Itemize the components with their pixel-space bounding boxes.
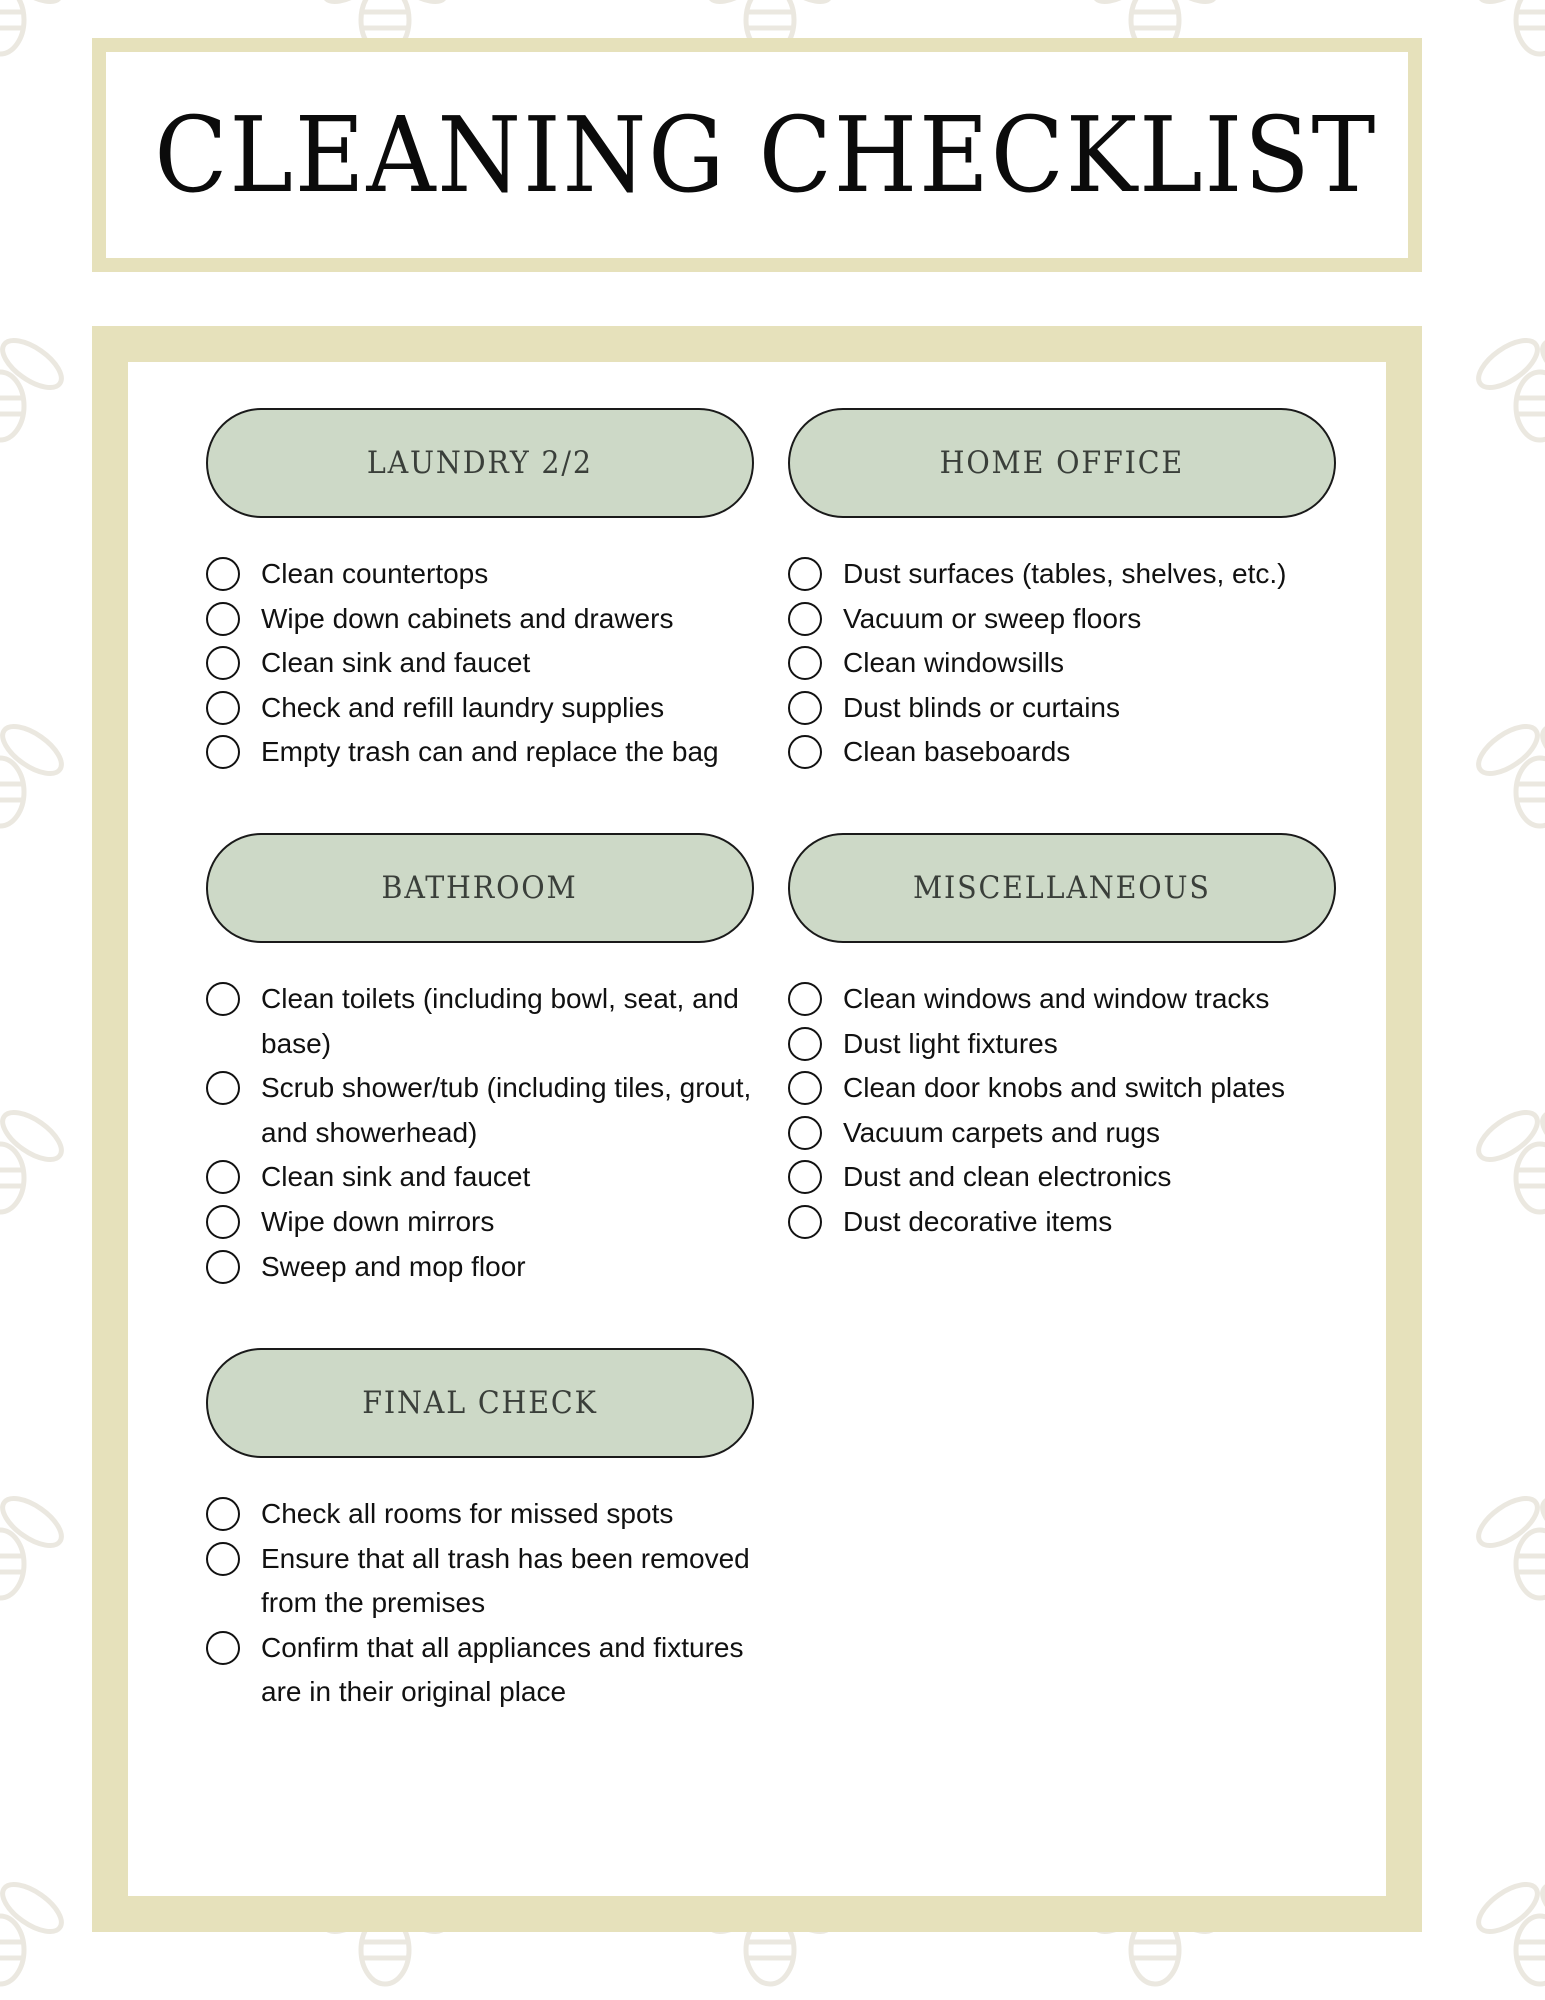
checkbox-circle[interactable] xyxy=(206,735,240,769)
checklist-item xyxy=(206,1200,766,1245)
checklist-item-label: Ensure that all trash has been removed from the premises xyxy=(261,1542,750,1619)
checklist-item xyxy=(788,1200,1348,1245)
checkbox-circle[interactable] xyxy=(206,1205,240,1239)
bee-icon xyxy=(0,0,69,54)
checklist xyxy=(788,552,1348,775)
checklist-item-label: Empty trash can and replace the bag xyxy=(261,736,719,768)
checkbox-circle[interactable] xyxy=(788,735,822,769)
checklist-item-label: Clean countertops xyxy=(261,558,489,589)
checklist-item xyxy=(788,977,1348,1022)
bee-icon xyxy=(1471,1875,1545,1984)
checklist-item-label: Clean toilets (including bowl, seat, and base) xyxy=(261,983,739,1059)
section-home-office xyxy=(788,408,1348,775)
section-heading-pill xyxy=(206,833,754,943)
checklist-item xyxy=(206,1245,766,1290)
checklist-item xyxy=(788,730,1348,775)
bee-icon xyxy=(0,717,69,826)
checklist-item-label: Clean sink and faucet xyxy=(261,647,531,679)
checkbox-circle[interactable] xyxy=(788,602,822,636)
checklist-item xyxy=(788,1155,1348,1200)
checklist-item-label: Dust light fixtures xyxy=(843,1027,1058,1059)
checklist xyxy=(206,1492,766,1715)
section-heading-pill xyxy=(206,408,754,518)
checklist-item xyxy=(788,597,1348,642)
checkbox-circle[interactable] xyxy=(788,982,822,1016)
section-heading-pill xyxy=(206,1348,754,1458)
checklist-item xyxy=(206,1066,766,1155)
checkbox-circle[interactable] xyxy=(206,646,240,680)
checkbox-circle[interactable] xyxy=(788,557,822,591)
bee-icon xyxy=(0,1103,69,1212)
checkbox-circle[interactable] xyxy=(788,1205,822,1239)
bee-icon xyxy=(1471,0,1545,54)
checklist-panel xyxy=(128,362,1386,1896)
checklist-item-label: Sweep and mop floor xyxy=(261,1250,526,1282)
checklist-item xyxy=(788,552,1348,597)
checklist-item-label: Clean sink and faucet xyxy=(261,1161,531,1193)
checkbox-circle[interactable] xyxy=(206,982,240,1016)
checklist-item xyxy=(788,1066,1348,1111)
checklist-item xyxy=(206,730,766,775)
checklist-item xyxy=(788,1111,1348,1156)
section-heading: FINAL CHECK xyxy=(362,1385,598,1421)
bee-icon xyxy=(0,331,69,440)
checkbox-circle[interactable] xyxy=(206,1160,240,1194)
checklist-item-label: Scrub shower/tub (including tiles, grout, and showerhead) xyxy=(261,1072,752,1148)
checklist-item xyxy=(788,686,1348,731)
section-bathroom xyxy=(206,833,766,1289)
bee-icon xyxy=(0,1489,69,1598)
section-heading: LAUNDRY 2/2 xyxy=(366,445,594,481)
checklist-item-label: Vacuum or sweep floors xyxy=(843,602,1142,634)
checkbox-circle[interactable] xyxy=(206,1542,240,1576)
checkbox-circle[interactable] xyxy=(788,1071,822,1105)
checklist-item-label: Clean windows and window tracks xyxy=(843,983,1270,1014)
title-banner-inner xyxy=(106,52,1408,258)
checkbox-circle[interactable] xyxy=(206,602,240,636)
checklist-item-label: Wipe down mirrors xyxy=(261,1205,495,1237)
checklist-item xyxy=(206,977,766,1066)
checklist-item xyxy=(788,641,1348,686)
section-miscellaneous xyxy=(788,833,1348,1245)
title-banner xyxy=(92,38,1422,272)
checklist-item-label: Wipe down cabinets and drawers xyxy=(261,602,674,634)
section-heading: BATHROOM xyxy=(381,870,579,906)
checkbox-circle[interactable] xyxy=(788,1160,822,1194)
checkbox-circle[interactable] xyxy=(206,1071,240,1105)
page-title: CLEANING CHECKLIST xyxy=(154,94,1378,216)
checkbox-circle[interactable] xyxy=(206,1497,240,1531)
checkbox-circle[interactable] xyxy=(206,557,240,591)
checklist xyxy=(206,552,766,775)
checkbox-circle[interactable] xyxy=(788,1027,822,1061)
checklist-item xyxy=(206,641,766,686)
section-final-check xyxy=(206,1348,766,1715)
section-laundry xyxy=(206,408,766,775)
bee-icon xyxy=(1471,1489,1545,1598)
checklist-item-label: Dust decorative items xyxy=(843,1205,1113,1237)
checklist-item-label: Confirm that all appliances and fixtures are in their original place xyxy=(261,1631,744,1708)
checklist-item-label: Dust and clean electronics xyxy=(843,1161,1172,1193)
checkbox-circle[interactable] xyxy=(788,691,822,725)
checklist-item-label: Clean baseboards xyxy=(843,736,1071,768)
section-heading-pill xyxy=(788,408,1336,518)
checklist-item xyxy=(206,1155,766,1200)
checklist-item xyxy=(788,1022,1348,1067)
section-heading-pill xyxy=(788,833,1336,943)
checklist-item-label: Dust blinds or curtains xyxy=(843,691,1121,723)
bee-icon xyxy=(1471,717,1545,826)
bee-icon xyxy=(1471,1103,1545,1212)
bee-icon xyxy=(0,1875,69,1984)
checklist-item xyxy=(206,1537,766,1626)
section-heading: MISCELLANEOUS xyxy=(913,870,1211,906)
section-heading: HOME OFFICE xyxy=(939,445,1185,481)
checklist-item xyxy=(206,686,766,731)
checkbox-circle[interactable] xyxy=(788,646,822,680)
checklist-item-label: Clean windowsills xyxy=(843,647,1064,679)
checklist-item-label: Clean door knobs and switch plates xyxy=(843,1072,1286,1104)
checkbox-circle[interactable] xyxy=(206,1250,240,1284)
checklist-item-label: Vacuum carpets and rugs xyxy=(843,1116,1160,1148)
checklist-item-label: Dust surfaces (tables, shelves, etc.) xyxy=(843,558,1287,589)
checklist-item xyxy=(206,552,766,597)
checklist-item xyxy=(206,597,766,642)
checklist-item-label: Check all rooms for missed spots xyxy=(261,1498,674,1529)
checkbox-circle[interactable] xyxy=(206,1631,240,1665)
checklist-item xyxy=(206,1626,766,1715)
checklist-frame xyxy=(92,326,1422,1932)
checkbox-circle[interactable] xyxy=(206,691,240,725)
checklist xyxy=(788,977,1348,1245)
checklist-item-label: Check and refill laundry supplies xyxy=(261,691,665,723)
checklist xyxy=(206,977,766,1289)
bee-icon xyxy=(1471,331,1545,440)
checkbox-circle[interactable] xyxy=(788,1116,822,1150)
checklist-item xyxy=(206,1492,766,1537)
